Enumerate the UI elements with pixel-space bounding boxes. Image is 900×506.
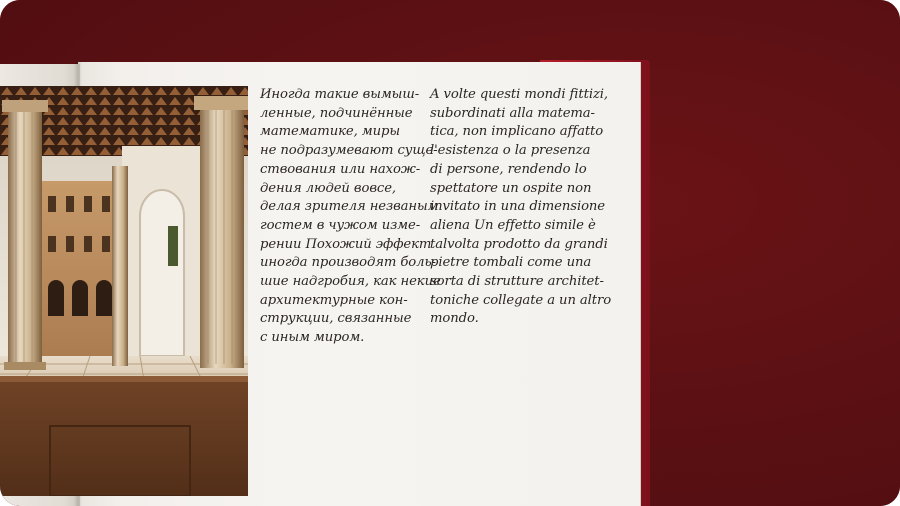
italian-text-line: A volte questi mondi fittizi, [430, 87, 608, 102]
russian-text-line: ленные, подчинённые [260, 105, 413, 121]
russian-text-line: не подразумевают суще- [260, 143, 438, 159]
italian-text-column [430, 86, 611, 329]
italian-text-line: tica, non implicano affatto [430, 124, 604, 140]
russian-text-line: струкции, связанные [260, 311, 412, 327]
russian-text-line: делая зрителя незваным [260, 199, 439, 215]
italian-text-line: invitato in una dimensione [430, 199, 606, 215]
italian-text-line: pietre tombali come una [430, 255, 592, 271]
russian-text-line: шие надгробия, как некие [260, 274, 441, 290]
russian-text-line: Иногда такие вымыш- [260, 87, 420, 102]
russian-text-line: рении Похожий эффект [260, 236, 432, 252]
russian-text-line: с иным миром. [260, 330, 365, 346]
italian-text-line: sorta di strutture architet- [430, 274, 604, 290]
russian-text-line: дения людей вовсе, [260, 180, 396, 196]
italian-text-line: spettatore un ospite non [430, 180, 592, 196]
russian-text-line: архитектурные кон- [260, 292, 408, 308]
italian-text-line: toniche collegate a un altro [430, 292, 612, 308]
architectural-painting [0, 86, 248, 496]
russian-text-line: математике, миры [260, 124, 400, 140]
italian-text-line: aliena Un effetto simile è [430, 217, 596, 233]
painting-illustration [0, 86, 248, 496]
russian-text-line: гостем в чужом изме- [260, 217, 421, 233]
russian-text-line: ствования или нахож- [260, 161, 421, 177]
italian-text-line: mondo. [430, 311, 479, 327]
italian-text-line: di persone, rendendo lo [430, 161, 587, 177]
italian-text-line: subordinati alla matema- [430, 105, 595, 121]
italian-text-line: l'esistenza o la presenza [430, 143, 591, 159]
russian-text-line: иногда производят боль- [260, 255, 436, 271]
italian-text-line: talvolta prodotto da grandi [430, 236, 608, 252]
russian-text-column [260, 86, 441, 348]
